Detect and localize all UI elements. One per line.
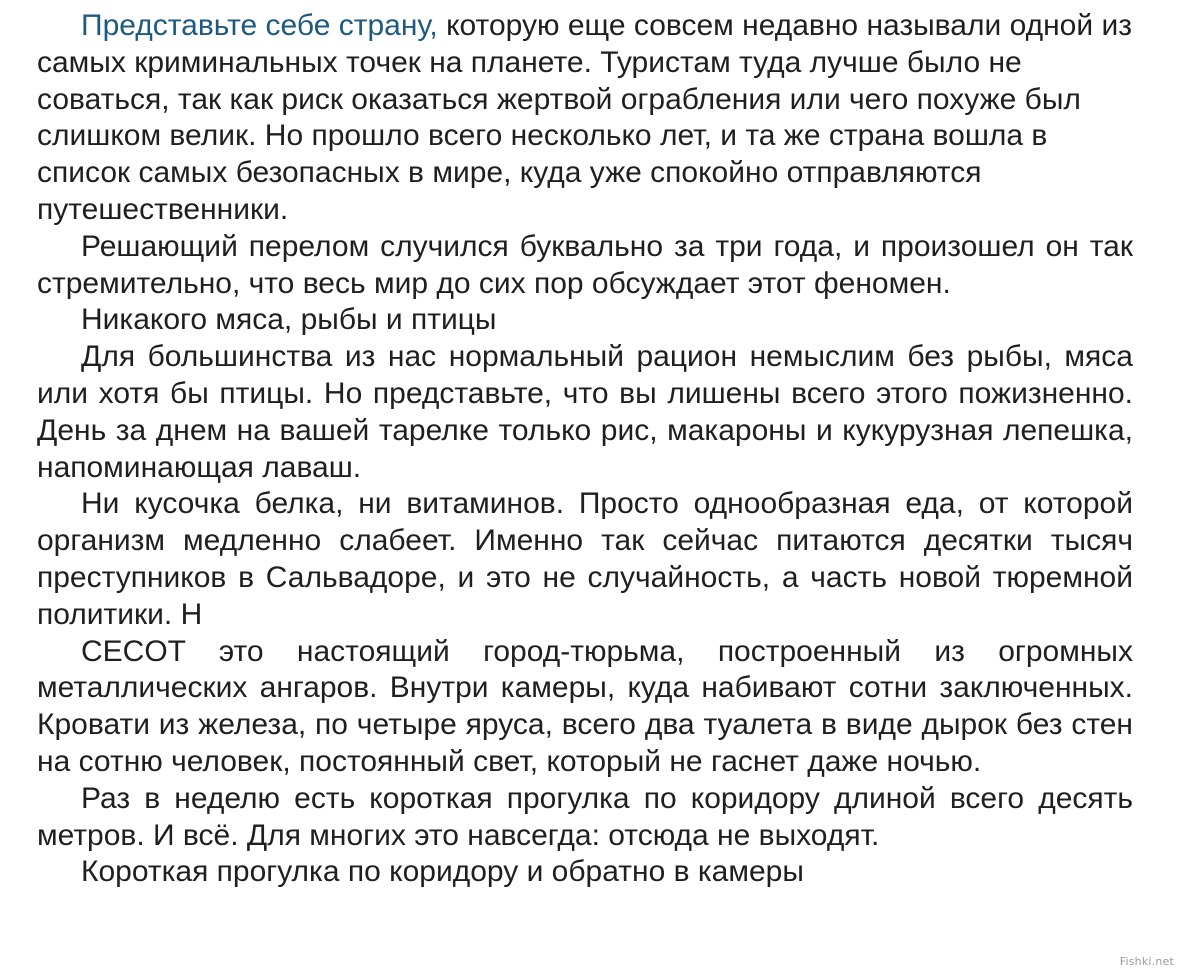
paragraph-turning-point: Решающий перелом случился буквально за три года, и произошел он так стремительно, что весь мир до сих пор обсуждает этот феномен. <box>37 229 1133 300</box>
paragraph-diet: Для большинства из нас нормальный рацион немыслим без рыбы, мяса или хотя бы птицы. Но представьте, что вы лишены всего этого пожизненно. День за днем на вашей тарелке только рис, макароны и кукурузная лепешка, напоминающая лаваш. <box>37 340 1133 484</box>
section-heading-no-meat: Никакого мяса, рыбы и птицы <box>81 303 497 337</box>
paragraph-intro <box>37 8 1133 192</box>
paragraph-cecot: CECOT это настоящий город-тюрьма, построенный из огромных металлических ангаров. Внутри камеры, куда набивают сотни заключенных. Кровати из железа, по четыре яруса, всего два туалета в виде дырок без стен на сотню человек, постоянный свет, который не гаснет даже ночью. <box>37 634 1133 778</box>
article-body <box>37 8 1133 891</box>
intro-link[interactable]: Представьте себе страну, <box>81 9 438 42</box>
paragraph-no-protein: Ни кусочка белка, ни витаминов. Просто однообразная еда, от которой организм медленно слабеет. Именно так сейчас питаются десятки тысяч преступников в Сальвадоре, и это не случайность, а часть новой тюремной политики. Н <box>37 487 1133 631</box>
paragraph-walk: Раз в неделю есть короткая прогулка по коридору длиной всего десять метров. И всё. Для многих это навсегда: отсюда не выходят. <box>37 781 1133 852</box>
section-heading-walk: Короткая прогулка по коридору и обратно в камеры <box>81 855 804 889</box>
watermark: Fishki.net <box>1119 955 1174 968</box>
paragraph-intro-tail: путешественники. <box>37 192 289 226</box>
paragraph-intro-text: которую еще совсем недавно называли одной из самых криминальных точек на планете. Туристам туда лучше было не соваться, так как риск оказаться жертвой ограбления или чего похуже был слишком велик. Но прошло всего несколько лет, и та же страна вошла в список самых безопасных в мире, куда уже спокойно отправляются <box>37 9 1132 190</box>
